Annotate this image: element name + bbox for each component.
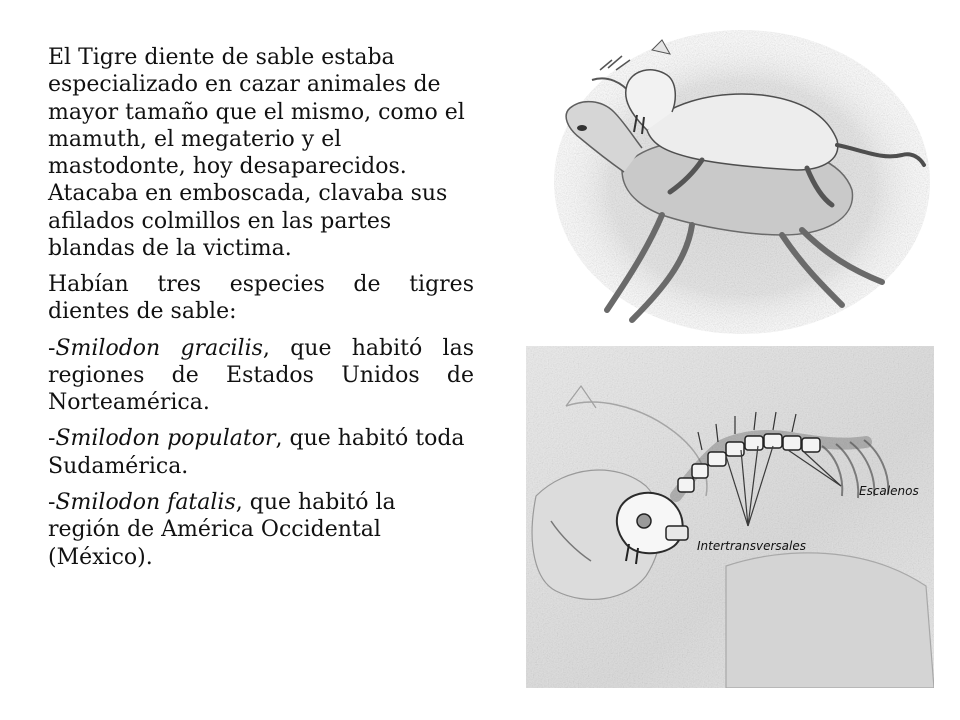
sketch-cat-attack-drawing xyxy=(552,20,932,338)
species-item-populator xyxy=(48,425,474,480)
species-description: , que habitó la región de América Occidental (México). xyxy=(48,489,396,570)
intro-paragraph: El Tigre diente de sable estaba especializado en cazar animales de mayor tamaño que el mismo, como el mamuth, el megaterio y el mastodonte, hoy desaparecidos. Atacaba en emboscada, clavaba sus afilados colmillos en las partes blandas de la victima. xyxy=(48,45,465,261)
sketch-anatomy-drawing xyxy=(526,346,934,688)
species-name: Smilodon fatalis xyxy=(55,489,236,515)
illustration-cat-attack xyxy=(552,20,932,338)
species-name: Smilodon populator xyxy=(55,426,276,452)
illustration-neck-anatomy xyxy=(526,346,934,688)
label-intertransversales: Intertransversales xyxy=(697,539,807,553)
species-name: Smilodon gracilis xyxy=(55,335,263,361)
species-header: Habían tres especies de tigres dientes de sable: xyxy=(48,272,474,325)
label-escalenos: Escalenos xyxy=(859,484,919,498)
species-item-fatalis xyxy=(48,489,474,571)
species-prefix: - xyxy=(48,426,56,452)
species-prefix: - xyxy=(48,335,56,361)
species-item-gracilis xyxy=(48,335,474,417)
species-prefix: - xyxy=(48,489,56,515)
text-column xyxy=(48,44,474,580)
species-description: , que habitó toda Sudamérica. xyxy=(48,426,465,479)
species-description: , que habitó las regiones de Estados Unidos de Norteamérica. xyxy=(48,335,474,416)
